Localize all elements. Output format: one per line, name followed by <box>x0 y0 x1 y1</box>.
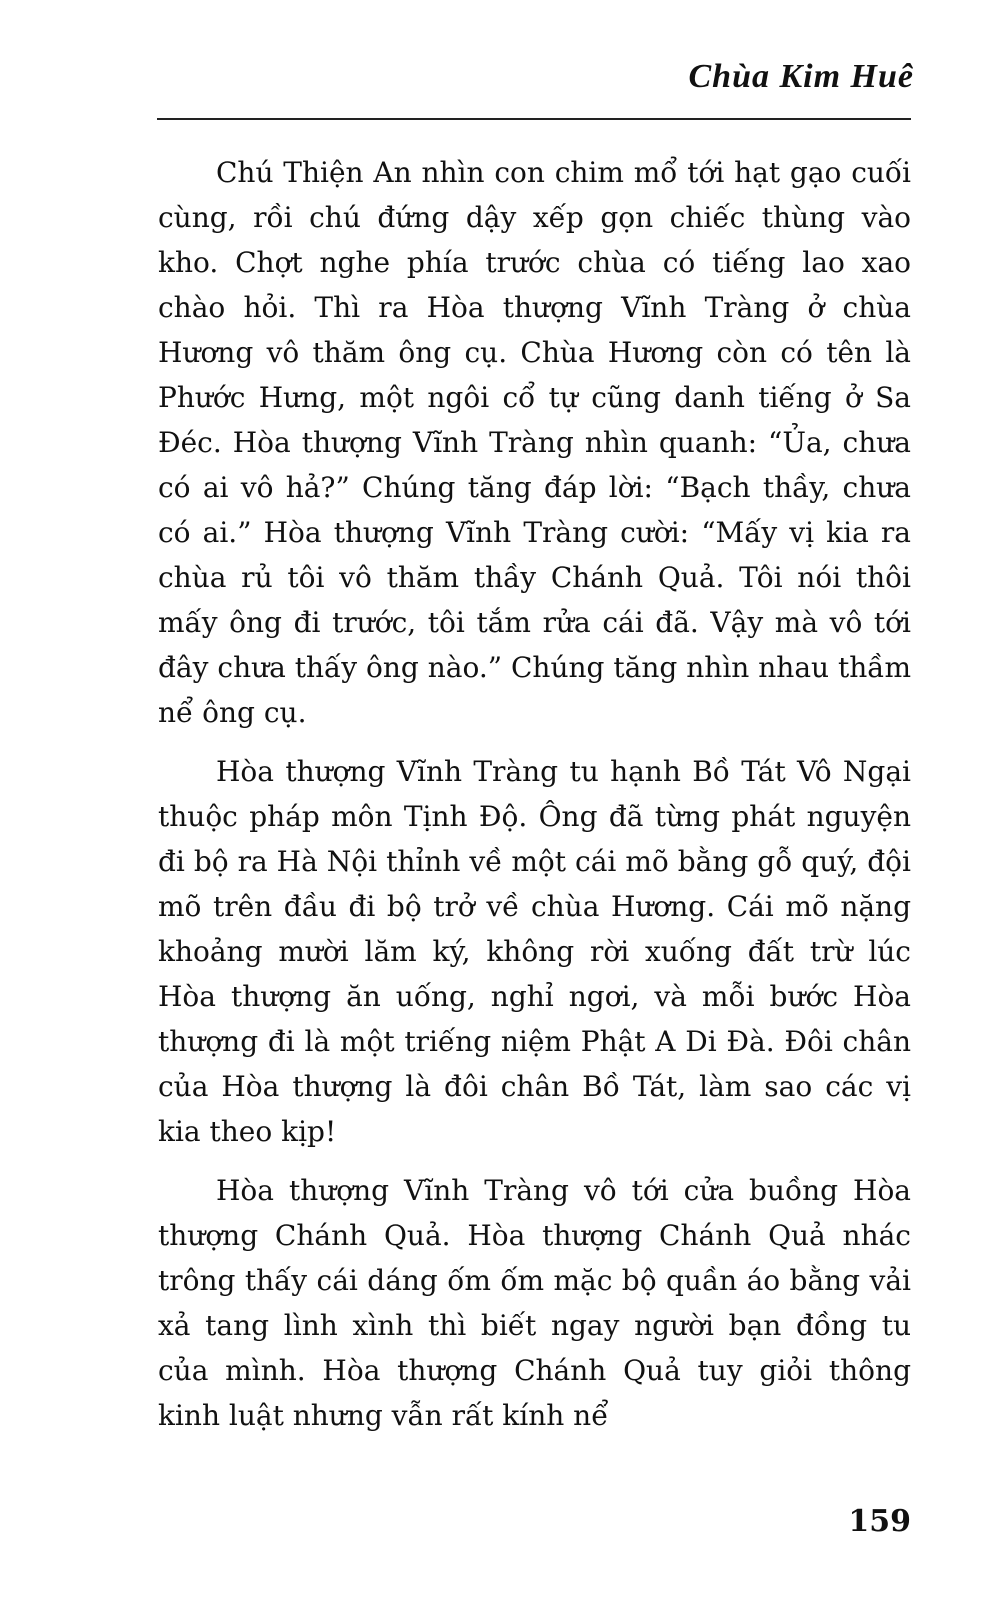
body-text <box>158 150 911 1438</box>
running-title: Chùa Kim Huê <box>688 58 914 95</box>
header-rule <box>157 118 911 120</box>
paragraph-2: Hòa thượng Vĩnh Tràng tu hạnh Bồ Tát Vô Ngại thuộc pháp môn Tịnh Độ. Ông đã từng phát nguyện đi bộ ra Hà Nội thỉnh về một cái mõ bằng gỗ quý, đội mõ trên đầu đi bộ trở về chùa Hương. Cái mõ nặng khoảng mười lăm ký, không rời xuống đất trừ lúc Hòa thượng ăn uống, nghỉ ngơi, và mỗi bước Hòa thượng đi là một triếng niệm Phật A Di Đà. Đôi chân của Hòa thượng là đôi chân Bồ Tát, làm sao các vị kia theo kịp! <box>158 755 911 1148</box>
paragraph-1: Chú Thiện An nhìn con chim mổ tới hạt gạo cuối cùng, rồi chú đứng dậy xếp gọn chiếc thùng vào kho. Chợt nghe phía trước chùa có tiếng lao xao chào hỏi. Thì ra Hòa thượng Vĩnh Tràng ở chùa Hương vô thăm ông cụ. Chùa Hương còn có tên là Phước Hưng, một ngôi cổ tự cũng danh tiếng ở Sa Đéc. Hòa thượng Vĩnh Tràng nhìn quanh: “Ủa, chưa có ai vô hả?” Chúng tăng đáp lời: “Bạch thầy, chưa có ai.” Hòa thượng Vĩnh Tràng cười: “Mấy vị kia ra chùa rủ tôi vô thăm thầy Chánh Quả. Tôi nói thôi mấy ông đi trước, tôi tắm rửa cái đã. Vậy mà vô tới đây chưa thấy ông nào.” Chúng tăng nhìn nhau thầm nể ông cụ. <box>158 156 911 729</box>
page-number: 159 <box>848 1504 911 1539</box>
paragraph-3: Hòa thượng Vĩnh Tràng vô tới cửa buồng Hòa thượng Chánh Quả. Hòa thượng Chánh Quả nhác trông thấy cái dáng ốm ốm mặc bộ quần áo bằng vải xả tang lình xình thì biết ngay người bạn đồng tu của mình. Hòa thượng Chánh Quả tuy giỏi thông kinh luật nhưng vẫn rất kính nể <box>158 1174 911 1432</box>
